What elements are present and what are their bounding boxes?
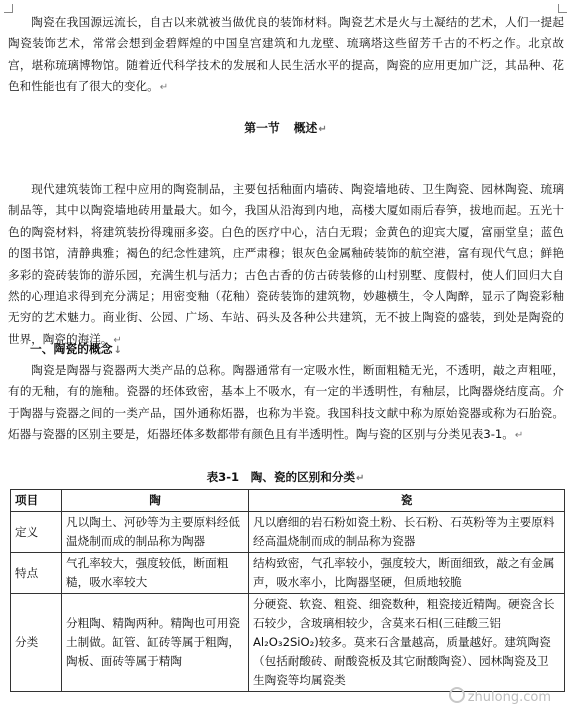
header-item: 项目: [11, 490, 62, 512]
header-ci: 瓷: [249, 490, 565, 512]
table-row: [11, 553, 565, 594]
cell-ci: 分硬瓷、软瓷、粗瓷、细瓷数种，粗瓷接近精陶。硬瓷含长石较少，含玻璃相较少，含莫来石相(三硅酸三铝 Al₂O₃2SiO₂)较多。莫来石含量越高，质量越好。建筑陶瓷（包括耐酸砖、耐酸瓷板及其它耐酸陶瓷）、园林陶瓷及卫生陶瓷等均属瓷类: [249, 594, 565, 692]
paragraph-mark-icon: ↵: [356, 473, 365, 484]
table-row: [11, 594, 565, 692]
concept-paragraph: 陶瓷是陶器与瓷器两大类产品的总称。陶器通常有一定吸水性，断面粗糙无光，不透明，敲之声粗哑，有的无釉，有的施釉。瓷器的坯体致密，基本上不吸水，有一定的半透明性，有釉层，比陶器烧结度高。介于陶器与瓷器之间的一类产品，国外通称炻器，也称为半瓷。我国科技文献中称为原始瓷器或称为石胎瓷。炻器与瓷器的区别主要是，炻器坯体多数都带有颜色且有半透明性。陶与瓷的区别与分类见表3-1。↵: [8, 363, 564, 442]
table-row: [11, 512, 565, 553]
line-break-arrow-icon: ↓: [113, 345, 122, 356]
watermark-logo-icon: [449, 687, 465, 703]
comparison-table: [10, 489, 565, 692]
intro-paragraph: 陶瓷在我国源远流长，自古以来就被当做优良的装饰材料。陶瓷艺术是火与土凝结的艺术，人们一提起陶瓷装饰艺术，常常会想到金碧辉煌的中国皇宫建筑和九龙壁、琉璃塔这些留芳千古的不朽之作。北京故宫，堪称琉璃博物馆。随着近代科学技术的发展和人民生活水平的提高，陶瓷的应用更加广泛，其品种、花色和性能也有了很大的变化。↵: [8, 15, 564, 94]
paragraph-mark-icon: ↵: [514, 430, 524, 442]
overview-paragraph: 现代建筑装饰工程中应用的陶瓷制品，主要包括釉面内墙砖、陶瓷墙地砖、卫生陶瓷、园林陶瓷、琉璃制品等，其中以陶瓷墙地砖用量最大。如今，我国从沿海到内地，高楼大厦如雨后春笋，拔地而起。五光十色的陶瓷材料，将建筑装扮得瑰丽多姿。白色的医疗中心，洁白无瑕；金黄色的迎宾大厦，富丽堂皇；蓝色的图书馆，清静典雅；褐色的纪念性建筑，庄严肃穆；银灰色金属釉砖装饰的航空港，富有现代气息；鲜艳多彩的瓷砖装饰的游乐园，充满生机与活力；古色古香的仿古砖装修的山村别墅、度假村，使人们回归大自然的心理追求得到充分满足；用密变釉（花釉）瓷砖装饰的建筑物，妙趣横生，令人陶醉，显示了陶瓷彩釉无穷的艺术魅力。商业街、公园、广场、车站、码头及各种公共建筑，无不披上陶瓷的盛装，到处是陶瓷的世界，陶瓷的海洋。↵: [8, 182, 564, 346]
row-label: 特点: [11, 553, 62, 594]
watermark: zhulong.com: [449, 687, 551, 705]
paragraph-mark-icon: ↵: [159, 82, 169, 94]
row-label: 定义: [11, 512, 62, 553]
subsection-heading: 一、陶瓷的概念↓: [30, 342, 122, 356]
table-caption: 表3-1 陶、瓷的区别和分类↵: [206, 470, 365, 484]
section-heading: 第一节 概述↵: [244, 121, 327, 135]
cell-tao: 气孔率较大，强度较低，断面粗糙，吸水率较大: [62, 553, 249, 594]
paragraph-mark-icon: ↵: [318, 124, 327, 135]
cell-ci: 结构致密，气孔率较小，强度较大，断面细致，敲之有金属声，吸水率小，比陶器坚硬，但质地较脆: [249, 553, 565, 594]
paragraph-mark-icon: ↵: [113, 334, 122, 346]
cell-tao: 分粗陶、精陶两种。精陶也可用瓷土制做。缸管、缸砖等属于粗陶，陶板、面砖等属于精陶: [62, 594, 249, 692]
cell-ci: 凡以磨细的岩石粉如瓷土粉、长石粉、石英粉等为主要原料经高温烧制而成的制品称为瓷器: [249, 512, 565, 553]
header-tao: 陶: [62, 490, 249, 512]
cell-tao: 凡以陶土、河砂等为主要原料经低温烧制而成的制品称为陶器: [62, 512, 249, 553]
row-label: 分类: [11, 594, 62, 692]
table-header-row: [11, 490, 565, 512]
